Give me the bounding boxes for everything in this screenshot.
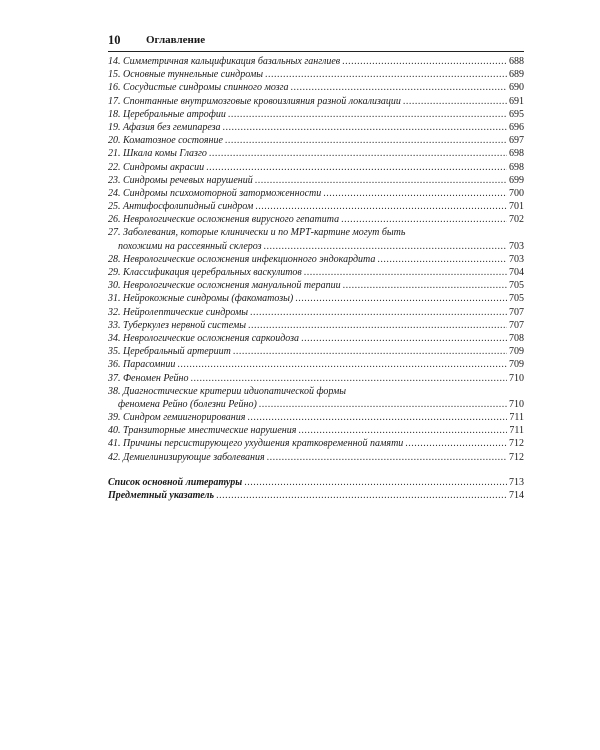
toc-entry [108,385,524,398]
toc-entry-title: 24. Синдромы психомоторной заторможенности [108,187,322,199]
toc-entry-page: 711 [509,425,524,437]
toc-entry-title: 42. Демиелинизирующие заболевания [108,451,265,463]
toc-entry-page: 695 [509,108,524,120]
toc-entry [108,121,524,134]
toc-entry [108,226,524,239]
toc-entry [108,476,524,489]
toc-entry-page: 705 [509,280,524,292]
toc-entry-page: 700 [509,187,524,199]
toc-entry-page: 703 [509,240,524,252]
toc-entry-page: 703 [509,253,524,265]
toc-entry-title: 35. Церебральный артериит [108,346,231,358]
toc-entry [108,266,524,279]
toc-entry [108,319,524,332]
toc-entry-page: 710 [509,398,524,410]
toc-entry-title: Список основной литературы [108,476,243,488]
dot-leader [259,398,507,411]
table-of-contents [108,55,524,502]
dot-leader [341,213,507,226]
dot-leader [301,332,507,345]
toc-entry-page: 714 [509,490,524,501]
dot-leader [377,253,507,266]
toc-entry [108,253,524,266]
dot-leader [233,345,507,358]
dot-leader [177,358,507,371]
toc-entry-title: 14. Симметричная кальцификация базальных ганглиев [108,56,341,67]
toc-entry [108,187,524,200]
dot-leader [342,55,507,68]
toc-entry-page: 691 [509,95,524,107]
toc-entry-title: Предметный указатель [108,490,215,501]
toc-entry-title: 30. Неврологические осложнения мануальной терапии [108,280,341,292]
toc-entry-title: 38. Диагностические критерии идиопатической формы [108,385,347,397]
toc-entry-title: 31. Нейрокожные синдромы (факоматозы) [108,293,294,305]
toc-entry [108,424,524,437]
toc-entry-title: 41. Причины персистирующего ухудшения кратковременной памяти [108,438,404,450]
toc-entry-title: похожими на рассеянный склероз [118,240,262,252]
toc-entry-title: 36. Парасомнии [108,359,176,371]
dot-leader [223,121,507,134]
dot-leader [298,424,507,437]
toc-entry-page: 696 [509,121,524,133]
toc-entry-page: 701 [509,201,524,213]
toc-entry-title: 18. Церебральные атрофии [108,108,226,120]
toc-entry-page: 710 [509,372,524,384]
toc-entry-title: 17. Спонтанные внутримозговые кровоизлияния разной локализации [108,95,401,107]
dot-leader [225,134,507,147]
toc-entry [108,68,524,81]
toc-entry [108,358,524,371]
toc-entry-page: 713 [509,476,524,488]
toc-entry-page: 711 [509,412,524,424]
toc-entry-title: 29. Классификация церебральных васкулитов [108,267,302,278]
toc-entry-page: 689 [509,69,524,81]
toc-entry-title: 26. Неврологические осложнения вирусного гепатита [108,214,340,226]
toc-entry-title: 22. Синдромы акрасии [108,161,205,173]
toc-entry-page: 708 [509,332,524,344]
dot-leader [244,476,507,489]
page-number: 10 [108,33,121,47]
toc-entry-title: 40. Транзиторные мнестические нарушения [108,425,297,437]
toc-entry [108,398,524,411]
toc-entry [108,345,524,358]
toc-entry [108,489,524,502]
running-title: Оглавление [146,34,206,46]
dot-leader [247,411,507,424]
toc-entry [108,147,524,160]
dot-leader [206,161,507,174]
toc-entry-title: 20. Коматозное состояние [108,135,223,147]
toc-entry [108,332,524,345]
toc-entry [108,95,524,108]
toc-entry-title: 21. Шкала комы Глазго [108,148,207,160]
toc-entry-title: 39. Синдром гемиигнорирования [108,412,246,424]
toc-entry-page: 698 [509,148,524,160]
toc-entry [108,279,524,292]
toc-entry-page: 697 [509,135,524,147]
toc-entry [108,306,524,319]
dot-leader [255,200,507,213]
dot-leader [191,372,508,385]
running-header [108,33,524,52]
toc-entry-title: 27. Заболевания, которые клинически и по МРТ-картине могут быть [108,227,406,239]
toc-entry [108,240,524,253]
dot-leader [250,306,507,319]
toc-entry-title: 32. Нейролептические синдромы [108,306,249,318]
dot-leader [265,68,507,81]
toc-entry-page: 712 [509,438,524,450]
section-gap [108,464,524,476]
dot-leader [304,266,507,279]
toc-entry-page: 707 [509,319,524,331]
dot-leader [209,147,507,160]
toc-entry [108,372,524,385]
toc-entry-page: 704 [509,267,524,278]
dot-leader [405,437,507,450]
toc-entry-page: 698 [509,161,524,173]
dot-leader [228,108,507,121]
toc-entry [108,411,524,424]
dot-leader [323,187,507,200]
toc-entry-page: 690 [509,82,524,94]
toc-entry-page: 707 [509,306,524,318]
toc-entry-page: 712 [509,451,524,463]
toc-entry [108,451,524,464]
toc-entry [108,200,524,213]
toc-entry [108,292,524,305]
dot-leader [255,174,507,187]
toc-entry-title: 28. Неврологические осложнения инфекционного эндокардита [108,253,376,265]
toc-entry-title: 34. Неврологические осложнения саркоидоза [108,332,300,344]
toc-entry-page: 699 [509,174,524,186]
toc-entry [108,174,524,187]
toc-entry-title: 37. Феномен Рейно [108,372,189,384]
toc-entry-page: 688 [509,56,524,67]
dot-leader [295,292,507,305]
toc-entry-title: 33. Туберкулез нервной системы [108,319,247,331]
toc-entry-page: 705 [509,293,524,305]
toc-entry-title: феномена Рейно (болезни Рейно) [118,398,257,410]
toc-entry-title: 15. Основные туннельные синдромы [108,69,263,81]
toc-entry [108,161,524,174]
toc-entry-title: 25. Антифосфолипидный синдром [108,201,254,213]
dot-leader [343,279,507,292]
toc-entry-page: 709 [509,359,524,371]
toc-entry [108,213,524,226]
toc-entry-page: 702 [509,214,524,226]
dot-leader [403,95,507,108]
dot-leader [264,240,507,253]
toc-entry-title: 23. Синдромы речевых нарушений [108,174,253,186]
toc-entry-page: 709 [509,346,524,358]
toc-entry-title: 16. Сосудистые синдромы спинного мозга [108,82,289,94]
dot-leader [291,81,508,94]
toc-entry [108,437,524,450]
dot-leader [216,489,507,502]
toc-entry [108,55,524,68]
toc-entry [108,81,524,94]
dot-leader [267,451,507,464]
toc-entry [108,134,524,147]
toc-entry-title: 19. Афазия без гемипареза [108,121,221,133]
toc-entry [108,108,524,121]
dot-leader [248,319,507,332]
